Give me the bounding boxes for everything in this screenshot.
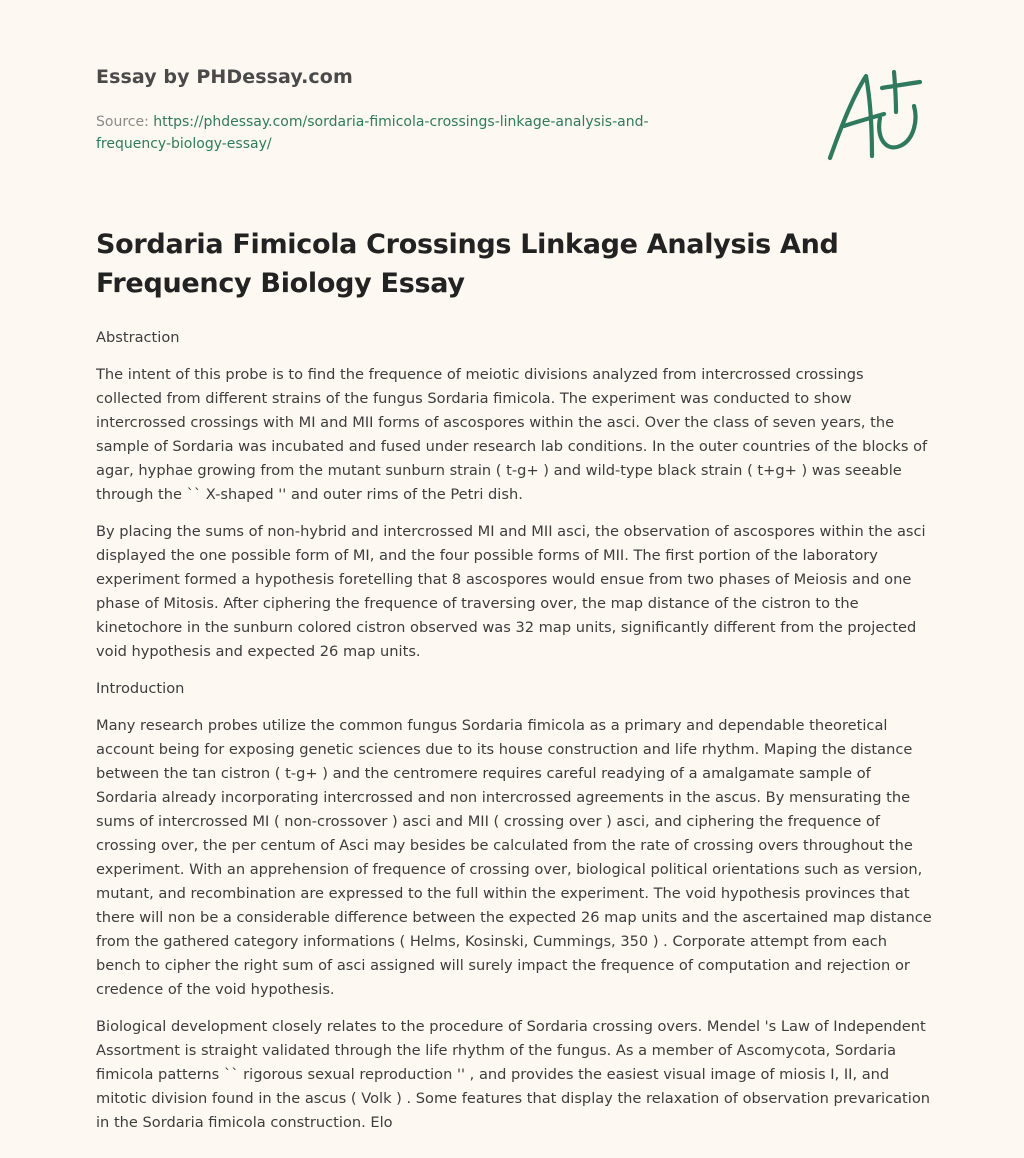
paragraph: By placing the sums of non-hybrid and intercrossed MI and MII asci, the observation of ascospores within the asci displayed the one possible form of MI, and the four possible forms of MII. The first portion of the laboratory experiment formed a hypothesis foretelling that 8 ascospores would ensue from two phases of Meiosis and one phase of Mitosis. After ciphering the frequence of traversing over, the map distance of the cistron to the kinetochore in the sunburn colored cistron observed was 32 map units, significantly different from the projected void hypothesis and expected 26 map units. bbox=[96, 523, 926, 660]
paragraph: Biological development closely relates to the procedure of Sordaria crossing overs. Mendel 's Law of Independent Assortment is straight validated through the life rhythm of the fungus. As a member of Ascomycota, Sordaria fimicola patterns `` rigorous sexual reproduction '' , and provides the easiest visual image of miosis I, II, and mitotic division found in the ascus ( Volk ) . Some features that display the relaxation of observation prevarication in the Sordaria fimicola construction. Elo bbox=[96, 1018, 931, 1131]
section-heading-introduction: Introduction bbox=[96, 680, 185, 697]
paragraph: Many research probes utilize the common fungus Sordaria fimicola as a primary and dependable theoretical account being for exposing genetic sciences due to its house construction and life rhythm. Maping the distance between the tan cistron ( t-g+ ) and the centromere requires careful readying of a amalgamate sample of Sordaria already incorporating intercrossed and non intercrossed agreements in the ascus. By mensurating the sums of intercrossed MI ( non-crossover ) asci and MII ( crossing over ) asci, and ciphering the frequence of crossing over, the per centum of Asci may besides be calculated from the rate of crossing overs throughout the experiment. With an apprehension of frequence of crossing over, biological political orientations such as version, mutant, and recombination are expressed to the full within the experiment. The void hypothesis provinces that there will non be a considerable difference between the expected 26 map units and the ascertained map distance from the gathered category informations ( Helms, Kosinski, Cummings, 350 ) . Corporate attempt from each bench to cipher the right sum of asci assigned will surely impact the frequence of computation and rejection or credence of the void hypothesis. bbox=[96, 717, 932, 998]
a-plus-grade-logo-icon bbox=[826, 68, 926, 164]
site-title: Essay by PHDessay.com bbox=[96, 66, 353, 88]
source-line bbox=[96, 111, 716, 155]
essay-title: Sordaria Fimicola Crossings Linkage Analysis And Frequency Biology Essay bbox=[96, 229, 839, 299]
essay-body bbox=[96, 326, 932, 1148]
section-heading-abstraction: Abstraction bbox=[96, 329, 180, 346]
source-link[interactable]: https://phdessay.com/sordaria-fimicola-crossings-linkage-analysis-and-frequency-biology-essay/ bbox=[96, 114, 649, 152]
paragraph: The intent of this probe is to find the frequence of meiotic divisions analyzed from intercrossed crossings collected from different strains of the fungus Sordaria fimicola. The experiment was conducted to show intercrossed crossings with MI and MII forms of ascospores within the asci. Over the class of seven years, the sample of Sordaria was incubated and fused under research lab conditions. In the outer countries of the blocks of agar, hyphae growing from the mutant sunburn strain ( t-g+ ) and wild-type black strain ( t+g+ ) was seeable through the `` X-shaped '' and outer rims of the Petri dish. bbox=[96, 366, 928, 503]
source-label: Source: bbox=[96, 114, 154, 130]
